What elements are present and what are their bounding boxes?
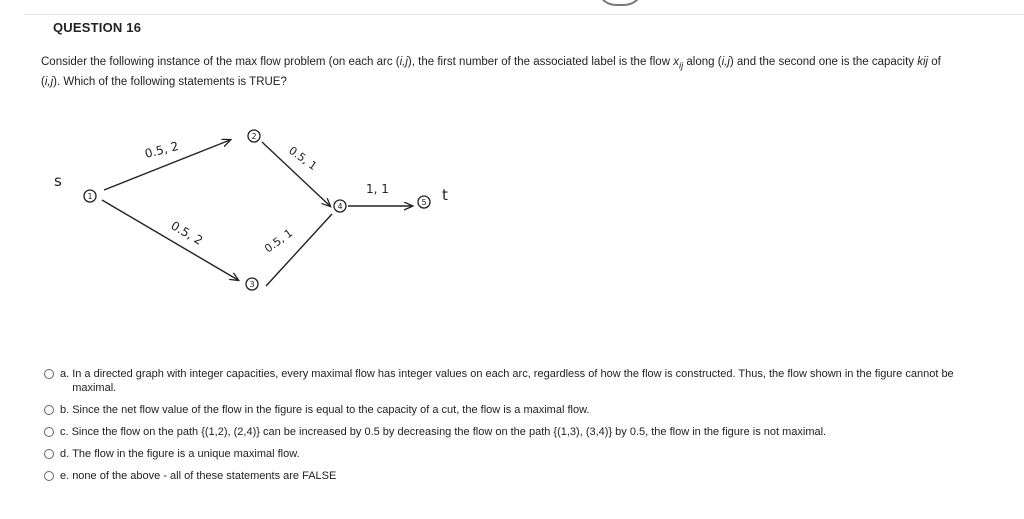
node-5-label: 5 bbox=[421, 198, 427, 207]
node-1-label: 1 bbox=[87, 192, 93, 201]
node-5 bbox=[418, 196, 430, 208]
radio-option-c[interactable] bbox=[44, 427, 54, 437]
arc-label-3-4: 0.5, 1 bbox=[262, 226, 296, 256]
radio-option-b[interactable] bbox=[44, 405, 54, 415]
radio-option-e[interactable] bbox=[44, 471, 54, 481]
arc-label-4-5: 1, 1 bbox=[366, 182, 389, 196]
option-d[interactable] bbox=[44, 448, 984, 462]
option-letter: e. bbox=[60, 469, 70, 482]
radio-option-a[interactable] bbox=[44, 369, 54, 379]
arc-1-3 bbox=[102, 200, 238, 280]
question-text-part: ), the first number of the associated label is the flow bbox=[407, 56, 674, 68]
node-1 bbox=[84, 190, 96, 202]
option-text: none of the above - all of these statements are FALSE bbox=[72, 469, 337, 482]
network-diagram bbox=[40, 110, 480, 310]
option-text: Since the flow on the path {(1,2), (2,4)} can be increased by 0.5 by decreasing the flow on the path {(1,3), (3,4)} by 0.5, the flow in the figure is not maximal. bbox=[71, 425, 827, 438]
option-letter: b. bbox=[60, 403, 70, 416]
option-text: The flow in the figure is a unique maximal flow. bbox=[72, 447, 300, 460]
question-text-var-sub: ij bbox=[678, 60, 684, 72]
option-letter: a. bbox=[60, 368, 70, 380]
option-a[interactable] bbox=[44, 368, 984, 395]
option-text: Since the net flow value of the flow in the figure is equal to the capacity of a cut, the flow is a maximal flow. bbox=[72, 403, 590, 416]
question-text-part: of ( bbox=[41, 56, 941, 89]
header-divider bbox=[24, 14, 1024, 15]
top-tab-handle bbox=[596, 0, 644, 6]
question-text bbox=[41, 54, 941, 91]
option-c[interactable] bbox=[44, 426, 984, 440]
node-3 bbox=[246, 278, 258, 290]
option-b[interactable] bbox=[44, 404, 984, 418]
question-text-var: i,j bbox=[721, 56, 730, 68]
question-text-part: Consider the following instance of the max flow problem (on each arc ( bbox=[41, 56, 400, 68]
question-text-part: along ( bbox=[683, 56, 722, 68]
question-text-var: i,j bbox=[44, 76, 54, 89]
question-text-var: x bbox=[673, 56, 679, 68]
radio-option-d[interactable] bbox=[44, 449, 54, 459]
question-text-var: i,j bbox=[399, 56, 408, 68]
node-2-label: 2 bbox=[251, 132, 257, 141]
option-letter: c. bbox=[60, 425, 69, 438]
option-text: In a directed graph with integer capacities, every maximal flow has integer values on each arc, regardless of how the flow is constructed. Thus, the flow shown in the figure cannot be maximal. bbox=[72, 368, 954, 394]
question-text-part: ) and the second one is the capacity bbox=[729, 56, 918, 68]
sink-label: t bbox=[442, 186, 448, 204]
node-2 bbox=[248, 130, 260, 142]
answer-options bbox=[44, 368, 984, 492]
option-letter: d. bbox=[60, 447, 70, 460]
node-4 bbox=[334, 200, 346, 212]
network-figure bbox=[40, 110, 480, 310]
arc-label-2-4: 0.5, 1 bbox=[286, 143, 320, 173]
question-text-var: kij bbox=[917, 56, 929, 68]
node-4-label: 4 bbox=[337, 202, 343, 211]
source-label: s bbox=[54, 172, 62, 190]
arc-label-1-3: 0.5, 2 bbox=[168, 218, 206, 248]
arc-label-1-2: 0.5, 2 bbox=[143, 139, 181, 161]
question-text-part: ). Which of the following statements is TRUE? bbox=[53, 76, 287, 89]
question-title: QUESTION 16 bbox=[53, 20, 142, 35]
option-e[interactable] bbox=[44, 470, 984, 484]
node-3-label: 3 bbox=[249, 280, 255, 289]
